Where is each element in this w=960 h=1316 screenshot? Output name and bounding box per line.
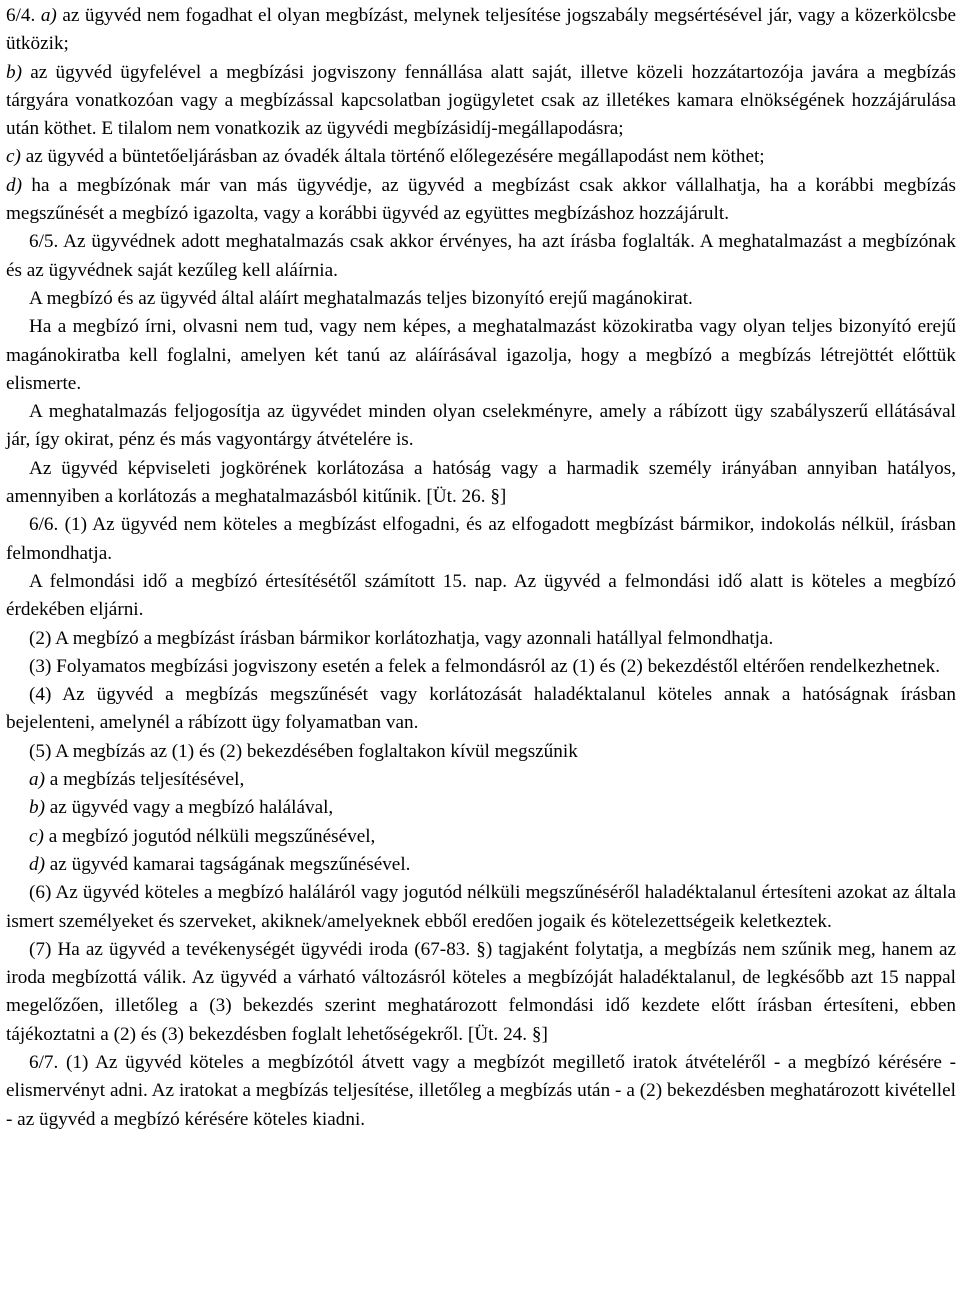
- paragraph-6-6-1: 6/6. (1) Az ügyvéd nem köteles a megbízást elfogadni, és az elfogadott megbízást bármikor, indokolás nélkül, írásban felmondhatja.: [6, 514, 956, 564]
- list-text-c: a megbízó jogutód nélküli megszűnésével,: [43, 825, 376, 847]
- item-text-a: az ügyvéd nem fogadhat el olyan megbízást, melynek teljesítése jogszabály megsértésével jár, vagy a közerkölcsbe ütközik;: [6, 5, 956, 55]
- list-label-d: d): [29, 853, 45, 875]
- item-label-a: a): [40, 5, 57, 26]
- paragraph-6-6-felmondasi-ido: A felmondási idő a megbízó értesítésétől számított 15. nap. Az ügyvéd a felmondási idő alatt is köteles a megbízó érdekében eljárni.: [6, 570, 956, 621]
- item-text-c: az ügyvéd a büntetőeljárásban az óvadék általa történő előlegezésére megállapodást nem köthet;: [20, 146, 765, 168]
- paragraph-6-4-c: [6, 143, 956, 171]
- list-item-d: [6, 851, 956, 879]
- list-item-c: [6, 823, 956, 851]
- item-text-b: az ügyvéd ügyfelével a megbízási jogviszony fennállása alatt saját, illetve közeli hozzátartozója javára a megbízás tárgyára vonatkozóan vagy a megbízással kapcsolatban jogügyletet csak az illetékes kamara elnökségének hozzájárulása után köthet. E tilalom nem vonatkozik az ügyvédi megbízásidíj-megállapodásra;: [6, 61, 956, 140]
- item-label-b: b): [6, 61, 22, 83]
- paragraph-6-6-4: (4) Az ügyvéd a megbízás megszűnését vagy korlátozását haladéktalanul köteles annak a hatóságnak írásban bejelenteni, amelynél a rábízott ügy folyamatban van.: [6, 684, 956, 734]
- list-label-c: c): [29, 825, 44, 847]
- paragraph-6-6-2: (2) A megbízó a megbízást írásban bármikor korlátozhatja, vagy azonnali hatállyal felmondhatja.: [29, 627, 774, 649]
- paragraph-6-4-b: [6, 59, 956, 144]
- list-label-a: a): [29, 769, 45, 791]
- paragraph-6-4-a: [6, 2, 956, 59]
- item-label-c: c): [6, 146, 21, 168]
- list-label-b: b): [29, 797, 45, 819]
- paragraph-6-5: 6/5. Az ügyvédnek adott meghatalmazás csak akkor érvényes, ha azt írásba foglalták. A meghatalmazást a megbízónak és az ügyvédnek saját kezűleg kell aláírnia.: [6, 231, 956, 281]
- paragraph-6-6-5: (5) A megbízás az (1) és (2) bekezdésében foglaltakon kívül megszűnik: [29, 740, 578, 762]
- paragraph-6-7-1: 6/7. (1) Az ügyvéd köteles a megbízótól átvett vagy a megbízót megillető iratok átvételéről - a megbízó kérésére - elismervényt adni. Az iratokat a megbízás teljesítése, illetőleg a megbízás után - a (2) bekezdésben meghatározott kivétellel - az ügyvéd a megbízó kérésére köteles kiadni.: [6, 1051, 956, 1130]
- paragraph-6-6-7: (7) Ha az ügyvéd a tevékenységét ügyvédi iroda (67-83. §) tagjaként folytatja, a megbízás nem szűnik meg, hanem az iroda megbízottá válik. Az ügyvéd a várható változásról köteles a megbízóját haladéktalanul, de legkésőbb azt 15 nappal megelőzően, illetőleg a (3) bekezdés szerint meghatározott felmondási idő kezdete előtt írásban értesíteni, ebben tájékoztatni a (2) és (3) bekezdésben foglalt lehetőségekről. [Üt. 24. §]: [6, 938, 956, 1045]
- paragraph-6-6-6: (6) Az ügyvéd köteles a megbízó haláláról vagy jogutód nélküli megszűnéséről haladéktalanul értesíteni azokat az általa ismert személyeket és szerveket, akiknek/amelyeknek ebből eredően jogaik és kötelezettségeik keletkeztek.: [6, 882, 956, 932]
- list-text-a: a megbízás teljesítésével,: [44, 769, 245, 791]
- document-page: [6, 2, 956, 1134]
- section-number: 6/4.: [6, 5, 41, 26]
- item-text-d: ha a megbízónak már van más ügyvédje, az ügyvéd a megbízást csak akkor vállalhatja, ha a korábbi megbízás megszűnését a megbízó igazolta, vagy a korábbi ügyvéd az együttes megbízáshoz hozzájárult.: [6, 174, 956, 225]
- list-text-d: az ügyvéd kamarai tagságának megszűnésével.: [44, 853, 411, 875]
- paragraph-6-5-kozokirat: Ha a megbízó írni, olvasni nem tud, vagy nem képes, a meghatalmazást közokiratba vagy olyan teljes bizonyító erejű magánokiratba kell foglalni, amelyen két tanú az aláírásával igazolja, hogy a megbízó a megbízás létrejöttét előttük elismerte.: [6, 316, 956, 394]
- paragraph-6-5-magankokirat: A megbízó és az ügyvéd által aláírt meghatalmazás teljes bizonyító erejű magánokirat.: [29, 287, 693, 309]
- paragraph-6-5-feljogosit: A meghatalmazás feljogosítja az ügyvédet minden olyan cselekményre, amely a rábízott ügy szabályszerű ellátásával jár, így okirat, pénz és más vagyontárgy átvételére is.: [6, 401, 956, 451]
- paragraph-6-4-d: [6, 172, 956, 229]
- item-label-d: d): [6, 174, 22, 196]
- paragraph-6-6-3: (3) Folyamatos megbízási jogviszony esetén a felek a felmondásról az (1) és (2) bekezdéstől eltérően rendelkezhetnek.: [29, 655, 941, 677]
- paragraph-6-5-korlatozas: Az ügyvéd képviseleti jogkörének korlátozása a hatóság vagy a harmadik személy irányában annyiban hatályos, amennyiben a korlátozás a meghatalmazásból kitűnik. [Üt. 26. §]: [6, 457, 956, 508]
- list-item-b: [6, 794, 956, 822]
- list-item-a: [6, 766, 956, 794]
- list-text-b: az ügyvéd vagy a megbízó halálával,: [44, 797, 334, 819]
